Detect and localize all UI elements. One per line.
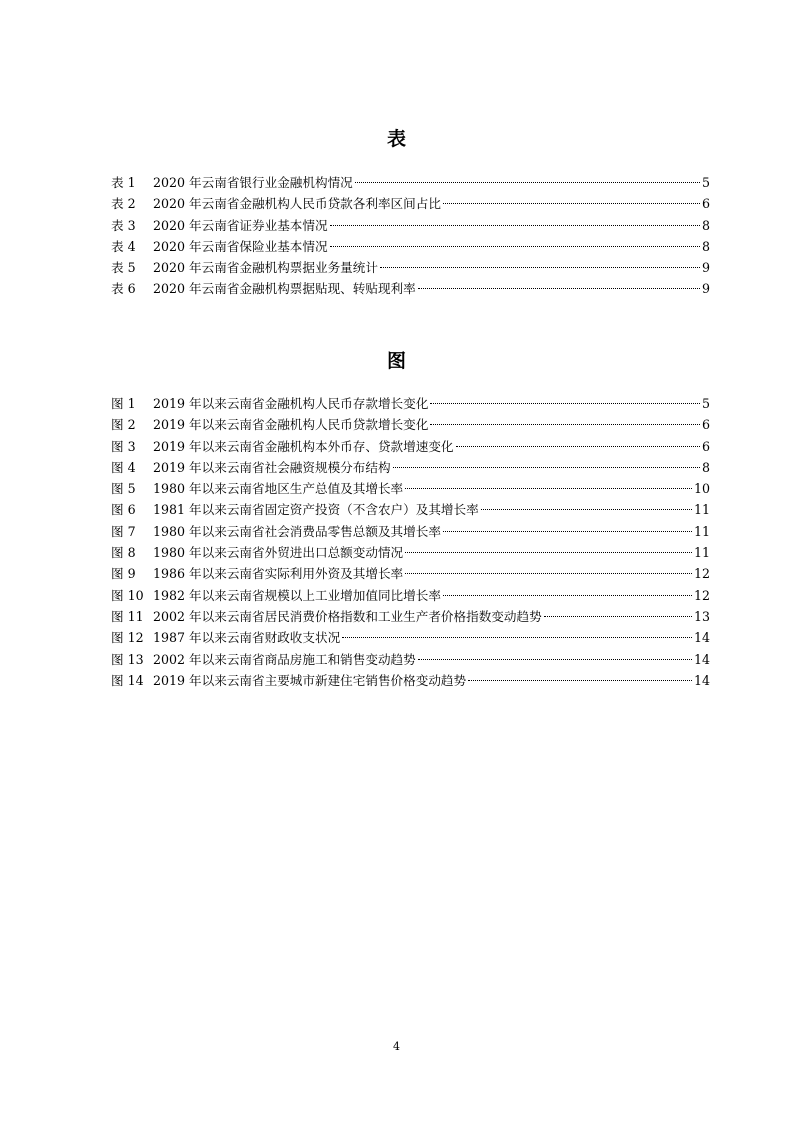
figure-toc-entry[interactable] [111, 414, 710, 435]
toc-entry-label: 图 8 [111, 545, 136, 561]
toc-entry-title[interactable]: 2020 年云南省金融机构人民币贷款各利率区间占比 [153, 196, 441, 212]
toc-entry-label: 图 12 [111, 630, 144, 646]
toc-entry-page-number[interactable]: 12 [693, 566, 710, 582]
toc-entry-title[interactable]: 2020 年云南省证券业基本情况 [153, 217, 328, 233]
figures-heading: 图 [386, 350, 406, 372]
figure-toc-entry[interactable] [111, 606, 710, 627]
toc-entry-title[interactable]: 2002 年以来云南省商品房施工和销售变动趋势 [153, 651, 416, 667]
tables-heading: 表 [386, 128, 406, 150]
figure-toc-entry[interactable] [111, 563, 710, 584]
toc-entry-label: 图 6 [111, 502, 136, 518]
toc-entry-page-number[interactable]: 14 [693, 651, 710, 667]
dot-leader [355, 182, 700, 183]
toc-entry-page-number[interactable]: 11 [693, 545, 710, 561]
table-toc-entry[interactable] [111, 236, 710, 257]
figure-toc-entry[interactable] [111, 542, 710, 563]
table-toc-entry[interactable] [111, 278, 710, 299]
table-toc-entry[interactable] [111, 172, 710, 193]
dot-leader [443, 595, 692, 596]
figure-toc-entry[interactable] [111, 478, 710, 499]
toc-entry-title[interactable]: 1982 年以来云南省规模以上工业增加值同比增长率 [153, 587, 441, 603]
page-number: 4 [393, 1040, 400, 1053]
toc-entry-page-number[interactable]: 14 [693, 672, 710, 688]
figure-toc-entry[interactable] [111, 585, 710, 606]
toc-entry-label: 图 10 [111, 587, 144, 603]
dot-leader [443, 531, 692, 532]
dot-leader [456, 446, 700, 447]
toc-entry-label: 图 7 [111, 523, 136, 539]
toc-entry-title[interactable]: 2019 年以来云南省社会融资规模分布结构 [153, 459, 391, 475]
toc-entry-title[interactable]: 2020 年云南省金融机构票据业务量统计 [153, 260, 378, 276]
toc-entry-title[interactable]: 2020 年云南省保险业基本情况 [153, 238, 328, 254]
dot-leader [342, 637, 692, 638]
toc-entry-page-number[interactable]: 9 [701, 281, 710, 297]
dot-leader [430, 424, 700, 425]
toc-entry-label: 表 5 [111, 260, 136, 276]
toc-entry-page-number[interactable]: 5 [701, 396, 710, 411]
toc-entry-page-number[interactable]: 10 [693, 481, 710, 497]
toc-entry-title[interactable]: 1987 年以来云南省财政收支状况 [153, 630, 341, 646]
toc-entry-title[interactable]: 2020 年云南省金融机构票据贴现、转贴现利率 [153, 281, 416, 297]
toc-entry-page-number[interactable]: 6 [701, 196, 710, 212]
toc-entry-page-number[interactable]: 12 [693, 587, 710, 603]
toc-entry-label: 图 3 [111, 438, 136, 454]
toc-entry-page-number[interactable]: 13 [693, 608, 710, 624]
toc-entry-title[interactable]: 1980 年以来云南省外贸进出口总额变动情况 [153, 545, 404, 561]
dot-leader [443, 203, 700, 204]
toc-entry-page-number[interactable]: 5 [701, 175, 710, 190]
toc-entry-label: 表 1 [111, 175, 136, 190]
toc-entry-title[interactable]: 1980 年以来云南省社会消费品零售总额及其增长率 [153, 523, 441, 539]
figure-toc-entry[interactable] [111, 521, 710, 542]
toc-entry-label: 表 3 [111, 217, 136, 233]
dot-leader [430, 403, 700, 404]
toc-entry-page-number[interactable]: 8 [701, 459, 710, 475]
toc-entry-title[interactable]: 1986 年以来云南省实际利用外资及其增长率 [153, 566, 404, 582]
table-toc-entry[interactable] [111, 215, 710, 236]
toc-entry-page-number[interactable]: 6 [701, 438, 710, 454]
toc-entry-title[interactable]: 2019 年以来云南省金融机构本外币存、贷款增速变化 [153, 438, 454, 454]
dot-leader [481, 509, 692, 510]
toc-entry-label: 图 14 [111, 672, 144, 688]
dot-leader [405, 488, 692, 489]
toc-entry-page-number[interactable]: 8 [701, 238, 710, 254]
dot-leader [468, 680, 692, 681]
toc-entry-label: 图 13 [111, 651, 144, 667]
toc-entry-title[interactable]: 1980 年以来云南省地区生产总值及其增长率 [153, 481, 404, 497]
toc-entry-label: 表 2 [111, 196, 136, 212]
table-toc-entry[interactable] [111, 193, 710, 214]
dot-leader [405, 573, 692, 574]
table-toc-entry[interactable] [111, 257, 710, 278]
toc-entry-label: 图 5 [111, 481, 136, 497]
dot-leader [380, 267, 700, 268]
dot-leader [544, 616, 692, 617]
toc-entry-label: 图 4 [111, 459, 136, 475]
figure-toc-entry[interactable] [111, 393, 710, 414]
toc-entry-page-number[interactable]: 14 [693, 630, 710, 646]
toc-entry-label: 图 2 [111, 417, 136, 433]
toc-entry-title[interactable]: 2019 年以来云南省主要城市新建住宅销售价格变动趋势 [153, 672, 467, 688]
figures-toc-list [111, 393, 710, 691]
dot-leader [330, 225, 700, 226]
figure-toc-entry[interactable] [111, 436, 710, 457]
dot-leader [418, 288, 700, 289]
figure-toc-entry[interactable] [111, 649, 710, 670]
dot-leader [330, 246, 700, 247]
toc-entry-label: 表 6 [111, 281, 136, 297]
tables-toc-list [111, 172, 710, 300]
figure-toc-entry[interactable] [111, 457, 710, 478]
dot-leader [418, 659, 692, 660]
toc-entry-title[interactable]: 2019 年以来云南省金融机构人民币存款增长变化 [153, 396, 429, 411]
toc-entry-title[interactable]: 2019 年以来云南省金融机构人民币贷款增长变化 [153, 417, 429, 433]
figure-toc-entry[interactable] [111, 499, 710, 520]
toc-entry-title[interactable]: 2020 年云南省银行业金融机构情况 [153, 175, 353, 190]
figure-toc-entry[interactable] [111, 627, 710, 648]
dot-leader [405, 552, 692, 553]
toc-entry-title[interactable]: 2002 年以来云南省居民消费价格指数和工业生产者价格指数变动趋势 [153, 608, 542, 624]
toc-entry-label: 图 11 [111, 608, 144, 624]
toc-entry-title[interactable]: 1981 年以来云南省固定资产投资（不含农户）及其增长率 [153, 502, 479, 518]
toc-entry-page-number[interactable]: 11 [693, 523, 710, 539]
toc-entry-page-number[interactable]: 8 [701, 217, 710, 233]
toc-entry-page-number[interactable]: 9 [701, 260, 710, 276]
dot-leader [393, 467, 700, 468]
toc-entry-page-number[interactable]: 11 [693, 502, 710, 518]
toc-entry-page-number[interactable]: 6 [701, 417, 710, 433]
toc-entry-label: 图 9 [111, 566, 136, 582]
figure-toc-entry[interactable] [111, 670, 710, 691]
toc-entry-label: 图 1 [111, 396, 136, 411]
toc-entry-label: 表 4 [111, 238, 136, 254]
